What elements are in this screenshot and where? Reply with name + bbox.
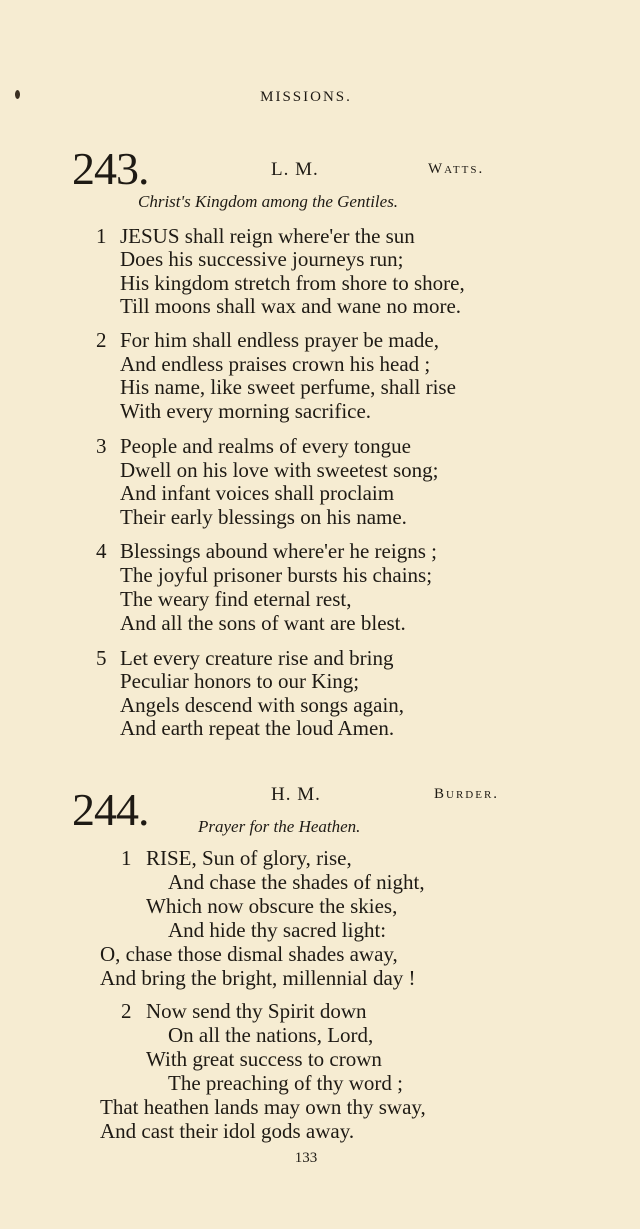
verse-line: The weary find eternal rest, (120, 587, 352, 611)
verse-line: And hide thy sacred light: (168, 918, 387, 942)
verse-line: Does his successive journeys run; (120, 247, 404, 271)
verse-line: And infant voices shall proclaim (120, 481, 395, 505)
verse-line: And cast their idol gods away. (100, 1119, 355, 1143)
verse-line: With every morning sacrifice. (120, 399, 372, 423)
stanza-number: 3 (96, 434, 107, 458)
verse-line: Which now obscure the skies, (146, 894, 398, 918)
verse-line: RISE, Sun of glory, rise, (146, 846, 352, 870)
verse-line: The joyful prisoner bursts his chains; (120, 563, 433, 587)
stanza-number: 1 (96, 224, 107, 248)
verse-line: And all the sons of want are blest. (120, 611, 406, 635)
verse-line: O, chase those dismal shades away, (100, 942, 398, 966)
verse-line: For him shall endless prayer be made, (120, 328, 439, 352)
verse-line: And earth repeat the loud Amen. (120, 716, 395, 740)
verse-line: Blessings abound where'er he reigns ; (120, 539, 437, 563)
verse-line: And bring the bright, millennial day ! (100, 966, 416, 990)
verse-line: Their early blessings on his name. (120, 505, 407, 529)
verse-line: People and realms of every tongue (120, 434, 411, 458)
verse-line: The preaching of thy word ; (168, 1071, 404, 1095)
verse-line: Now send thy Spirit down (146, 999, 367, 1023)
verse-line: Peculiar honors to our King; (120, 669, 360, 693)
verse-line: And endless praises crown his head ; (120, 352, 431, 376)
stanza-number: 4 (96, 539, 107, 563)
page-number: 133 (294, 1150, 318, 1166)
verse-line: His name, like sweet perfume, shall rise (120, 375, 456, 399)
verse-line: Till moons shall wax and wane no more. (120, 294, 462, 318)
verse-line: And chase the shades of night, (168, 870, 425, 894)
verse-line: His kingdom stretch from shore to shore, (120, 271, 465, 295)
verse-line: Dwell on his love with sweetest song; (120, 458, 439, 482)
stanza-number: 1 (121, 846, 132, 870)
hymn-number: 243. (72, 143, 149, 194)
hymn-meter: L. M. (271, 159, 319, 180)
verse-line: With great success to crown (146, 1047, 382, 1071)
verse-line: That heathen lands may own thy sway, (100, 1095, 426, 1119)
stanza-number: 2 (96, 328, 107, 352)
stanza-number: 5 (96, 646, 107, 670)
hymn-author: Watts. (428, 161, 485, 177)
verse-line: Let every creature rise and bring (120, 646, 394, 670)
running-head: MISSIONS. (260, 89, 352, 105)
hymn-author: Burder. (434, 786, 500, 802)
hymn-meter: H. M. (271, 784, 321, 805)
verse-line: JESUS shall reign where'er the sun (120, 224, 415, 248)
hymn-subtitle: Christ's Kingdom among the Gentiles. (138, 192, 399, 211)
stanza-number: 2 (121, 999, 132, 1023)
verse-line: On all the nations, Lord, (168, 1023, 374, 1047)
hymn-number: 244. (72, 784, 149, 835)
verse-line: Angels descend with songs again, (120, 693, 405, 717)
hymn-subtitle: Prayer for the Heathen. (198, 817, 361, 836)
